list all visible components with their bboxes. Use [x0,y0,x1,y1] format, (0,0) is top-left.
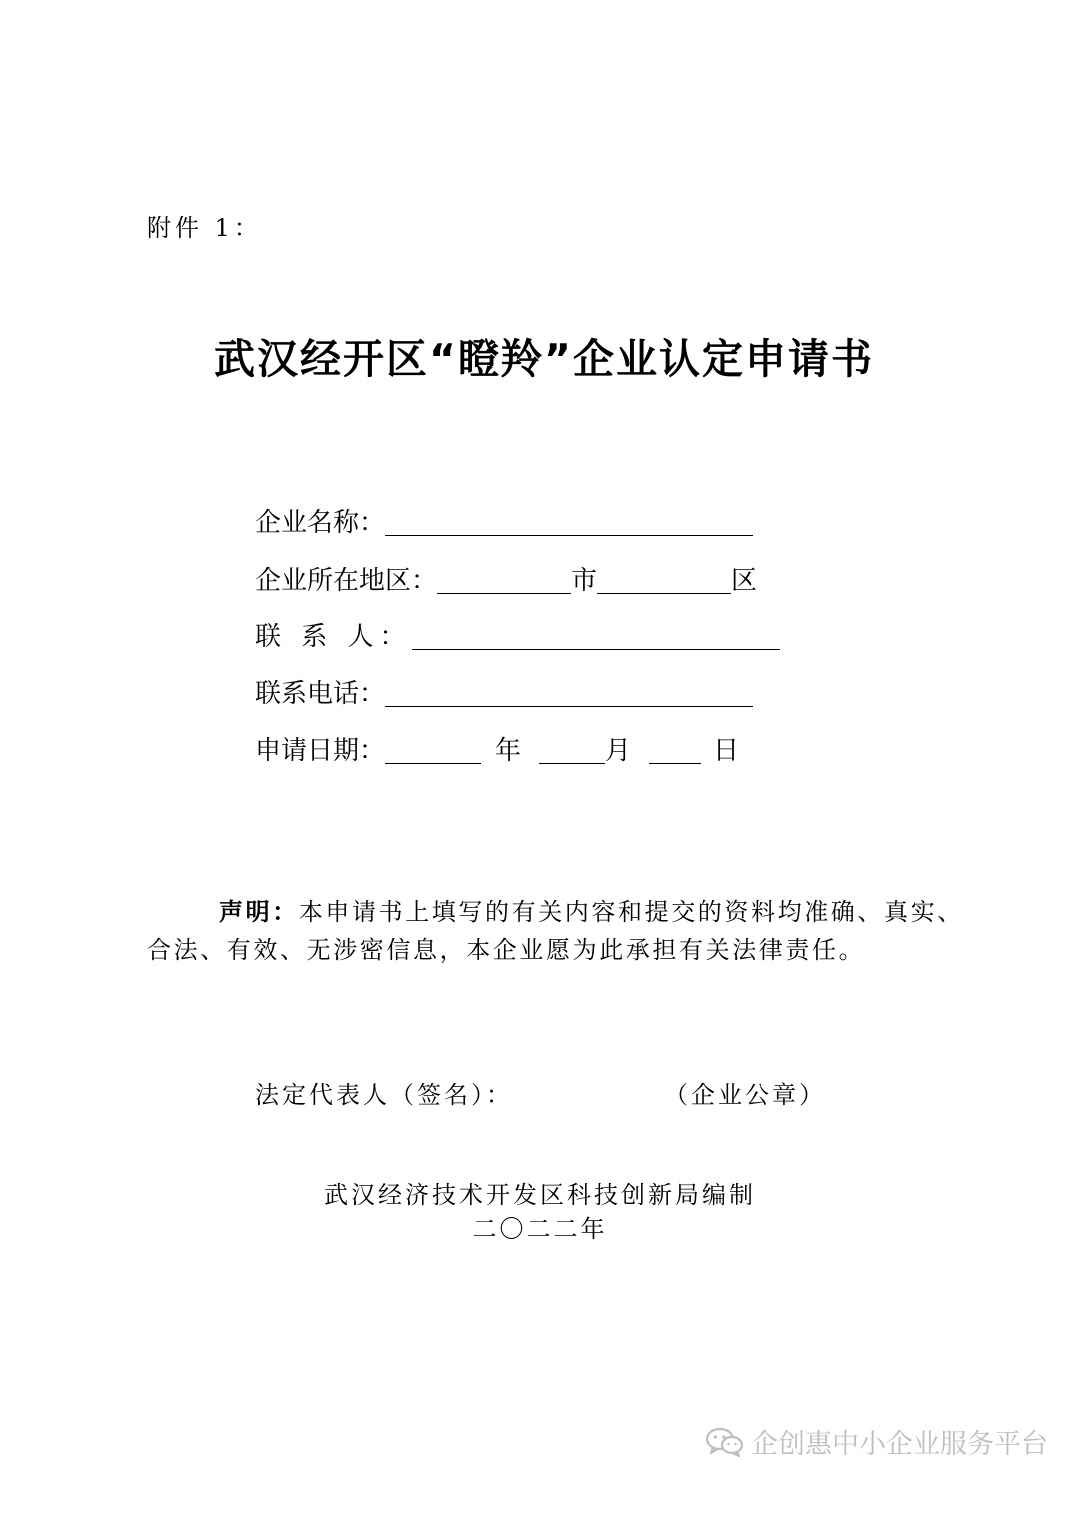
year-field[interactable] [385,733,481,764]
day-suffix: 日 [713,736,740,766]
location-row [255,564,757,598]
year-suffix: 年 [495,736,522,766]
phone-row [255,677,753,711]
legal-rep-signature-label: 法定代表人（签名）： [255,1081,513,1109]
phone-field[interactable] [385,676,753,707]
declaration-text: 本申请书上填写的有关内容和提交的资料均准确、真实、合法、有效、无涉密信息，本企业愿为此承担有关法律责任。 [147,898,964,964]
contact-field[interactable] [412,619,780,650]
company-name-row [255,506,753,540]
date-row [255,734,739,768]
company-name-label: 企业名称： [255,508,386,538]
attachment-label: 附件 1： [147,214,262,242]
month-field[interactable] [539,733,605,764]
compiler-line: 武汉经济技术开发区科技创新局编制 [324,1181,756,1209]
company-seal-label: （企业公章） [664,1081,826,1109]
district-suffix: 区 [731,566,758,596]
contact-label: 联 系 人： [255,622,412,652]
wechat-icon [705,1426,745,1458]
city-suffix: 市 [571,566,598,596]
declaration-paragraph [147,893,967,969]
day-field[interactable] [649,733,701,764]
page-title: 武汉经开区“瞪羚”企业认定申请书 [214,335,874,383]
watermark [705,1422,1048,1461]
location-label: 企业所在地区： [255,566,438,596]
phone-label: 联系电话： [255,679,386,709]
city-field[interactable] [437,563,571,594]
year-line: 二〇二二年 [472,1215,608,1243]
company-name-field[interactable] [385,505,753,536]
declaration-lead: 声明： [219,897,299,926]
month-suffix: 月 [605,736,632,766]
district-field[interactable] [597,563,731,594]
watermark-text: 企创惠中小企业服务平台 [751,1429,1048,1460]
date-label: 申请日期： [255,736,386,766]
contact-row [255,620,780,654]
